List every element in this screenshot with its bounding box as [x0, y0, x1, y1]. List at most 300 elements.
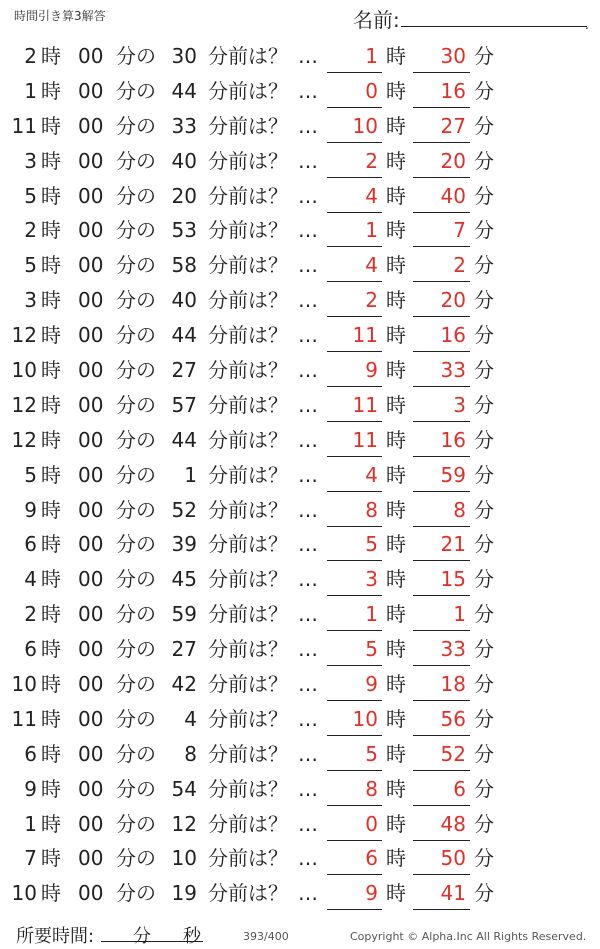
minus-minutes: 39 — [171, 532, 197, 557]
question-label: 分前は？ — [208, 532, 288, 557]
answer-hour-line — [327, 595, 382, 596]
answer-minute[interactable]: 8 — [453, 497, 466, 522]
answer-hour[interactable]: 4 — [365, 183, 378, 208]
answer-hour[interactable]: 10 — [352, 113, 378, 138]
problem-row — [0, 354, 600, 389]
answer-minute-unit: 分 — [474, 776, 494, 801]
answer-hour-line — [327, 456, 382, 457]
question-label: 分前は？ — [208, 706, 288, 731]
answer-hour-line — [327, 316, 382, 317]
answer-minute[interactable]: 27 — [440, 113, 466, 138]
answer-hour-line — [327, 386, 382, 387]
answer-hour-unit: 時 — [386, 497, 406, 522]
start-minute: 00 — [78, 462, 104, 487]
answer-minute-unit: 分 — [474, 44, 494, 68]
question-label: 分前は？ — [208, 602, 288, 627]
question-label: 分前は？ — [208, 78, 288, 103]
answer-hour[interactable]: 8 — [365, 776, 378, 801]
answer-hour[interactable]: 8 — [365, 497, 378, 522]
answer-minute[interactable]: 59 — [440, 462, 466, 487]
question-label: 分前は？ — [208, 637, 288, 662]
minute-of-label: 分の — [116, 183, 156, 208]
start-hour: 10 — [11, 881, 37, 906]
start-minute: 00 — [78, 881, 104, 906]
minus-minutes: 42 — [171, 672, 197, 697]
answer-minute-line — [413, 281, 470, 282]
time-second-unit: 秒 — [183, 926, 201, 947]
minus-minutes: 12 — [171, 811, 197, 836]
answer-hour-line — [327, 246, 382, 247]
hour-unit: 時 — [41, 462, 61, 487]
minute-of-label: 分の — [116, 811, 156, 836]
answer-hour-unit: 時 — [386, 78, 406, 103]
answer-hour-unit: 時 — [386, 462, 406, 487]
answer-minute[interactable]: 2 — [453, 253, 466, 278]
answer-minute-line — [413, 142, 470, 143]
start-minute: 00 — [78, 148, 104, 173]
hour-unit: 時 — [41, 602, 61, 627]
answer-minute-unit: 分 — [474, 846, 494, 871]
question-label: 分前は？ — [208, 183, 288, 208]
start-minute: 00 — [78, 846, 104, 871]
start-hour: 4 — [24, 567, 37, 592]
answer-minute-unit: 分 — [474, 78, 494, 103]
answer-minute-unit: 分 — [474, 637, 494, 662]
answer-minute[interactable]: 40 — [440, 183, 466, 208]
minus-minutes: 59 — [171, 602, 197, 627]
start-hour: 11 — [11, 113, 37, 138]
ellipsis: … — [298, 811, 317, 836]
question-label: 分前は？ — [208, 148, 288, 173]
problem-row — [0, 808, 600, 843]
answer-hour[interactable]: 5 — [365, 637, 378, 662]
answer-minute-unit: 分 — [474, 427, 494, 452]
answer-minute[interactable]: 6 — [453, 776, 466, 801]
page-number: 393/400 — [243, 930, 289, 943]
answer-minute[interactable]: 20 — [440, 148, 466, 173]
answer-hour-line — [327, 874, 382, 875]
problem-row — [0, 214, 600, 249]
answer-hour[interactable]: 9 — [365, 881, 378, 906]
problem-row — [0, 424, 600, 459]
answer-hour[interactable]: 1 — [365, 218, 378, 243]
question-label: 分前は？ — [208, 462, 288, 487]
problem-row — [0, 703, 600, 738]
start-minute: 00 — [78, 811, 104, 836]
problem-row — [0, 249, 600, 284]
answer-minute-unit: 分 — [474, 183, 494, 208]
ellipsis: … — [298, 846, 317, 871]
answer-minute-unit: 分 — [474, 532, 494, 557]
start-minute: 00 — [78, 113, 104, 138]
ellipsis: … — [298, 881, 317, 906]
ellipsis: … — [298, 567, 317, 592]
question-label: 分前は？ — [208, 811, 288, 836]
minute-of-label: 分の — [116, 392, 156, 417]
start-hour: 12 — [11, 323, 37, 348]
question-label: 分前は？ — [208, 44, 288, 68]
start-hour: 5 — [24, 253, 37, 278]
answer-hour[interactable]: 0 — [365, 78, 378, 103]
start-minute: 00 — [78, 253, 104, 278]
problem-row — [0, 40, 600, 75]
answer-minute[interactable]: 30 — [440, 44, 466, 68]
ellipsis: … — [298, 78, 317, 103]
answer-hour-line — [327, 421, 382, 422]
hour-unit: 時 — [41, 532, 61, 557]
ellipsis: … — [298, 776, 317, 801]
answer-hour-unit: 時 — [386, 427, 406, 452]
answer-hour[interactable]: 6 — [365, 846, 378, 871]
answer-minute-line — [413, 805, 470, 806]
answer-hour-unit: 時 — [386, 183, 406, 208]
minus-minutes: 40 — [171, 148, 197, 173]
problem-row — [0, 773, 600, 808]
minute-of-label: 分の — [116, 113, 156, 138]
problem-row — [0, 738, 600, 773]
answer-minute-unit: 分 — [474, 706, 494, 731]
start-hour: 2 — [24, 218, 37, 243]
answer-minute-line — [413, 107, 470, 108]
hour-unit: 時 — [41, 567, 61, 592]
answer-hour-line — [327, 735, 382, 736]
answer-minute-line — [413, 909, 470, 910]
answer-hour-unit: 時 — [386, 706, 406, 731]
start-minute: 00 — [78, 532, 104, 557]
start-hour: 6 — [24, 532, 37, 557]
answer-minute[interactable]: 21 — [440, 532, 466, 557]
answer-hour-line — [327, 72, 382, 73]
minute-of-label: 分の — [116, 672, 156, 697]
answer-hour-unit: 時 — [386, 881, 406, 906]
answer-minute[interactable]: 41 — [440, 881, 466, 906]
name-line[interactable] — [401, 26, 587, 27]
minus-minutes: 8 — [184, 741, 197, 766]
minus-minutes: 44 — [171, 78, 197, 103]
minus-minutes: 4 — [184, 706, 197, 731]
answer-hour-line — [327, 805, 382, 806]
answer-minute-line — [413, 421, 470, 422]
answer-minute-line — [413, 386, 470, 387]
ellipsis: … — [298, 288, 317, 313]
start-hour: 10 — [11, 358, 37, 383]
answer-hour[interactable]: 2 — [365, 148, 378, 173]
answer-minute[interactable]: 1 — [453, 602, 466, 627]
answer-hour[interactable]: 1 — [365, 602, 378, 627]
start-minute: 00 — [78, 392, 104, 417]
hour-unit: 時 — [41, 637, 61, 662]
ellipsis: … — [298, 148, 317, 173]
answer-hour-line — [327, 770, 382, 771]
answer-minute[interactable]: 18 — [440, 672, 466, 697]
minus-minutes: 27 — [171, 358, 197, 383]
hour-unit: 時 — [41, 44, 61, 68]
answer-minute-line — [413, 351, 470, 352]
question-label: 分前は？ — [208, 776, 288, 801]
start-minute: 00 — [78, 497, 104, 522]
question-label: 分前は？ — [208, 497, 288, 522]
hour-unit: 時 — [41, 323, 61, 348]
answer-hour-unit: 時 — [386, 672, 406, 697]
answer-minute-unit: 分 — [474, 881, 494, 906]
answer-hour-line — [327, 142, 382, 143]
hour-unit: 時 — [41, 358, 61, 383]
ellipsis: … — [298, 323, 317, 348]
hour-unit: 時 — [41, 811, 61, 836]
answer-minute-unit: 分 — [474, 741, 494, 766]
answer-minute-unit: 分 — [474, 497, 494, 522]
problem-row — [0, 877, 600, 912]
problem-row — [0, 319, 600, 354]
minus-minutes: 58 — [171, 253, 197, 278]
answer-minute-unit: 分 — [474, 323, 494, 348]
minute-of-label: 分の — [116, 776, 156, 801]
answer-hour-unit: 時 — [386, 637, 406, 662]
problem-row — [0, 842, 600, 877]
answer-minute[interactable]: 56 — [440, 706, 466, 731]
hour-unit: 時 — [41, 148, 61, 173]
answer-minute-line — [413, 595, 470, 596]
problem-row — [0, 389, 600, 424]
time-minute-unit: 分 — [133, 926, 151, 947]
minus-minutes: 57 — [171, 392, 197, 417]
question-label: 分前は？ — [208, 218, 288, 243]
answer-hour[interactable]: 11 — [352, 427, 378, 452]
answer-hour-line — [327, 212, 382, 213]
answer-minute-line — [413, 700, 470, 701]
minute-of-label: 分の — [116, 881, 156, 906]
minute-of-label: 分の — [116, 532, 156, 557]
answer-minute[interactable]: 16 — [440, 323, 466, 348]
minus-minutes: 45 — [171, 567, 197, 592]
start-hour: 12 — [11, 427, 37, 452]
answer-hour-unit: 時 — [386, 811, 406, 836]
question-label: 分前は？ — [208, 672, 288, 697]
answer-minute[interactable]: 52 — [440, 741, 466, 766]
minute-of-label: 分の — [116, 462, 156, 487]
answer-minute-line — [413, 665, 470, 666]
problem-row — [0, 668, 600, 703]
answer-minute[interactable]: 15 — [440, 567, 466, 592]
start-hour: 3 — [24, 148, 37, 173]
question-label: 分前は？ — [208, 288, 288, 313]
answer-hour-line — [327, 630, 382, 631]
start-minute: 00 — [78, 567, 104, 592]
question-label: 分前は？ — [208, 567, 288, 592]
start-minute: 00 — [78, 323, 104, 348]
problem-list — [0, 40, 600, 912]
answer-hour-unit: 時 — [386, 392, 406, 417]
answer-minute[interactable]: 3 — [453, 392, 466, 417]
minute-of-label: 分の — [116, 78, 156, 103]
answer-hour-unit: 時 — [386, 602, 406, 627]
start-minute: 00 — [78, 741, 104, 766]
start-minute: 00 — [78, 427, 104, 452]
start-hour: 1 — [24, 78, 37, 103]
answer-hour[interactable]: 11 — [352, 392, 378, 417]
hour-unit: 時 — [41, 218, 61, 243]
answer-hour[interactable]: 0 — [365, 811, 378, 836]
answer-hour[interactable]: 4 — [365, 253, 378, 278]
answer-hour-line — [327, 909, 382, 910]
answer-hour[interactable]: 10 — [352, 706, 378, 731]
name-label: 名前: — [353, 8, 400, 32]
start-hour: 6 — [24, 637, 37, 662]
answer-minute-unit: 分 — [474, 288, 494, 313]
answer-minute[interactable]: 7 — [453, 218, 466, 243]
answer-hour-line — [327, 351, 382, 352]
answer-hour-line — [327, 560, 382, 561]
answer-hour-line — [327, 107, 382, 108]
start-hour: 2 — [24, 44, 37, 68]
answer-minute[interactable]: 16 — [440, 427, 466, 452]
minute-of-label: 分の — [116, 637, 156, 662]
answer-hour[interactable]: 9 — [365, 672, 378, 697]
ellipsis: … — [298, 113, 317, 138]
answer-hour-unit: 時 — [386, 148, 406, 173]
answer-hour[interactable]: 4 — [365, 462, 378, 487]
answer-hour-line — [327, 491, 382, 492]
answer-hour[interactable]: 5 — [365, 532, 378, 557]
hour-unit: 時 — [41, 183, 61, 208]
minus-minutes: 30 — [171, 44, 197, 68]
question-label: 分前は？ — [208, 323, 288, 348]
ellipsis: … — [298, 44, 317, 68]
answer-hour-unit: 時 — [386, 44, 406, 68]
start-minute: 00 — [78, 183, 104, 208]
answer-hour-unit: 時 — [386, 532, 406, 557]
answer-minute[interactable]: 48 — [440, 811, 466, 836]
answer-minute-line — [413, 735, 470, 736]
answer-hour-unit: 時 — [386, 567, 406, 592]
answer-hour-line — [327, 700, 382, 701]
minute-of-label: 分の — [116, 741, 156, 766]
answer-minute[interactable]: 20 — [440, 288, 466, 313]
minute-of-label: 分の — [116, 148, 156, 173]
answer-minute-unit: 分 — [474, 462, 494, 487]
hour-unit: 時 — [41, 706, 61, 731]
question-label: 分前は？ — [208, 113, 288, 138]
start-minute: 00 — [78, 706, 104, 731]
answer-hour-line — [327, 665, 382, 666]
problem-row — [0, 75, 600, 110]
ellipsis: … — [298, 637, 317, 662]
answer-minute-unit: 分 — [474, 392, 494, 417]
answer-minute-line — [413, 526, 470, 527]
name-end-dot: . — [585, 18, 589, 32]
answer-minute-line — [413, 560, 470, 561]
problem-row — [0, 563, 600, 598]
start-hour: 9 — [24, 497, 37, 522]
answer-hour[interactable]: 11 — [352, 323, 378, 348]
start-minute: 00 — [78, 218, 104, 243]
start-hour: 9 — [24, 776, 37, 801]
minus-minutes: 40 — [171, 288, 197, 313]
answer-minute-unit: 分 — [474, 218, 494, 243]
answer-hour[interactable]: 2 — [365, 288, 378, 313]
problem-row — [0, 145, 600, 180]
minute-of-label: 分の — [116, 358, 156, 383]
answer-hour[interactable]: 9 — [365, 358, 378, 383]
hour-unit: 時 — [41, 253, 61, 278]
hour-unit: 時 — [41, 78, 61, 103]
answer-hour-unit: 時 — [386, 776, 406, 801]
minus-minutes: 33 — [171, 113, 197, 138]
hour-unit: 時 — [41, 497, 61, 522]
copyright: Copyright © Alpha.Inc All Rights Reserved. — [350, 930, 587, 943]
answer-minute-unit: 分 — [474, 672, 494, 697]
ellipsis: … — [298, 602, 317, 627]
ellipsis: … — [298, 462, 317, 487]
answer-hour-unit: 時 — [386, 113, 406, 138]
answer-minute[interactable]: 16 — [440, 78, 466, 103]
answer-hour-unit: 時 — [386, 846, 406, 871]
hour-unit: 時 — [41, 427, 61, 452]
answer-minute-unit: 分 — [474, 148, 494, 173]
answer-hour-line — [327, 526, 382, 527]
answer-minute-line — [413, 491, 470, 492]
ellipsis: … — [298, 358, 317, 383]
start-minute: 00 — [78, 776, 104, 801]
minute-of-label: 分の — [116, 427, 156, 452]
question-label: 分前は？ — [208, 392, 288, 417]
start-hour: 11 — [11, 706, 37, 731]
minus-minutes: 54 — [171, 776, 197, 801]
hour-unit: 時 — [41, 741, 61, 766]
hour-unit: 時 — [41, 288, 61, 313]
answer-hour-unit: 時 — [386, 218, 406, 243]
answer-minute[interactable]: 33 — [440, 637, 466, 662]
answer-hour[interactable]: 5 — [365, 741, 378, 766]
start-minute: 00 — [78, 288, 104, 313]
start-hour: 5 — [24, 183, 37, 208]
answer-minute-unit: 分 — [474, 811, 494, 836]
start-hour: 10 — [11, 672, 37, 697]
answer-minute-line — [413, 456, 470, 457]
problem-row — [0, 110, 600, 145]
answer-hour-unit: 時 — [386, 323, 406, 348]
answer-hour[interactable]: 3 — [365, 567, 378, 592]
answer-minute[interactable]: 50 — [440, 846, 466, 871]
answer-minute-line — [413, 770, 470, 771]
hour-unit: 時 — [41, 113, 61, 138]
ellipsis: … — [298, 532, 317, 557]
problem-row — [0, 633, 600, 668]
answer-minute-line — [413, 316, 470, 317]
ellipsis: … — [298, 253, 317, 278]
answer-minute[interactable]: 33 — [440, 358, 466, 383]
hour-unit: 時 — [41, 846, 61, 871]
start-minute: 00 — [78, 672, 104, 697]
question-label: 分前は？ — [208, 881, 288, 906]
answer-minute-line — [413, 874, 470, 875]
minute-of-label: 分の — [116, 706, 156, 731]
ellipsis: … — [298, 427, 317, 452]
start-hour: 12 — [11, 392, 37, 417]
question-label: 分前は？ — [208, 253, 288, 278]
answer-hour-unit: 時 — [386, 288, 406, 313]
worksheet-title: 時間引き算3解答 — [14, 9, 106, 23]
minus-minutes: 20 — [171, 183, 197, 208]
question-label: 分前は？ — [208, 358, 288, 383]
start-minute: 00 — [78, 602, 104, 627]
answer-hour[interactable]: 1 — [365, 44, 378, 68]
minute-of-label: 分の — [116, 44, 156, 68]
hour-unit: 時 — [41, 881, 61, 906]
minus-minutes: 53 — [171, 218, 197, 243]
start-hour: 1 — [24, 811, 37, 836]
answer-minute-unit: 分 — [474, 253, 494, 278]
